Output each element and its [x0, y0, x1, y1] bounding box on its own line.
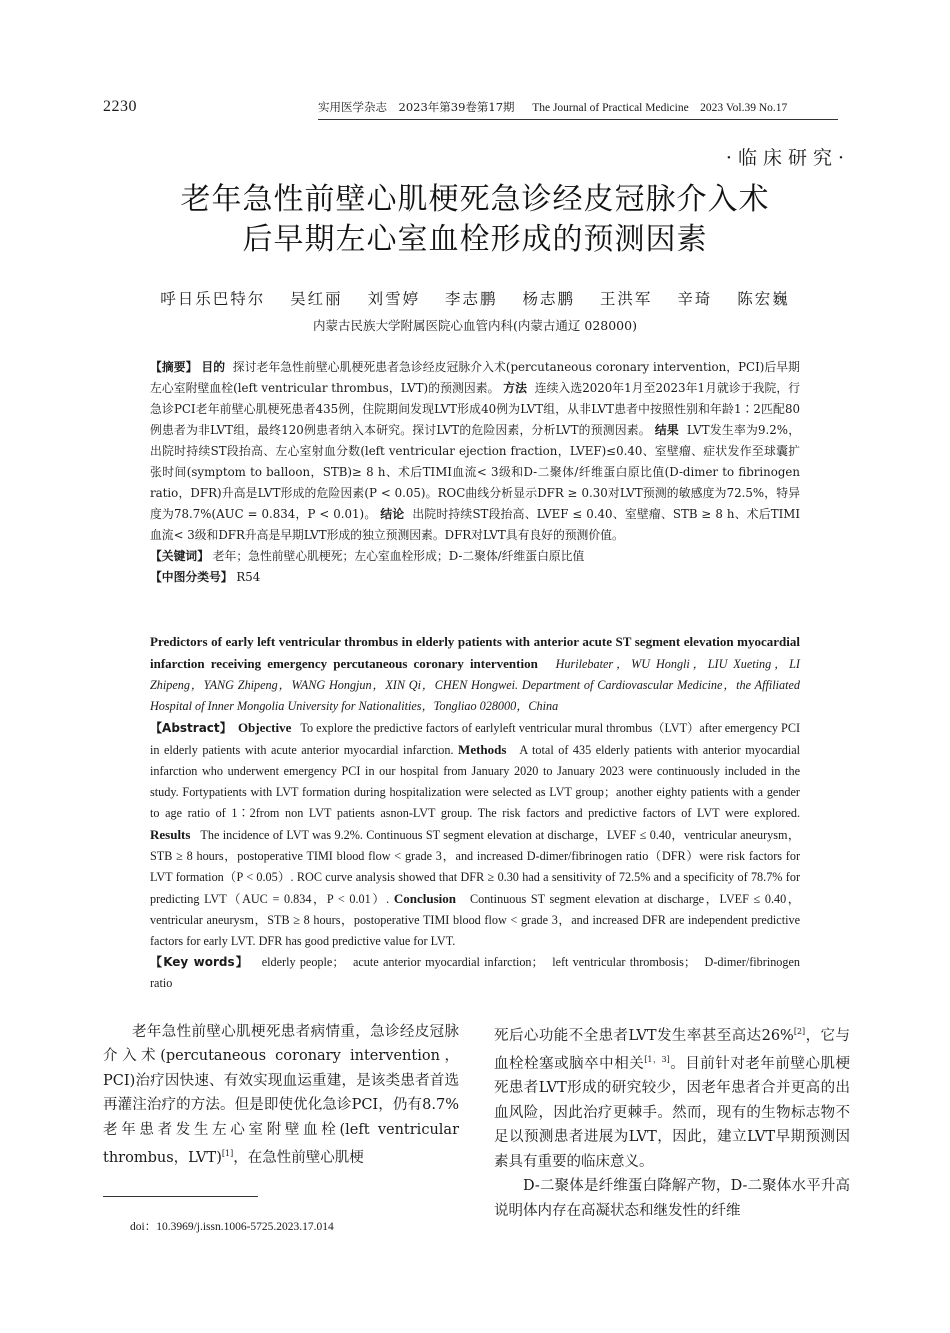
- citation-ref: [1]: [221, 1149, 234, 1159]
- body-text: 死后心功能不全患者LVT发生率甚至高达26%: [494, 1027, 794, 1044]
- cn-results-label: 结果: [654, 423, 679, 437]
- title-line-1: 老年急性前壁心肌梗死急诊经皮冠脉介入术: [180, 182, 770, 217]
- body-text: 老年急性前壁心肌梗死患者病情重，急诊经皮冠脉介入术(percutaneous coronary intervention，PCI)治疗因快速、有效实现血运重建，是该类患者首选再灌注治疗的方法。但是即使优化急诊PCI，仍有8.7%老年患者发生左心室附壁血栓(left ventricular thrombus，LVT): [103, 1024, 459, 1166]
- citation-ref: [2]: [793, 1027, 806, 1036]
- cn-keywords: [150, 546, 800, 567]
- en-objective-text: To explore the predictive factors of earlyleft ventricular mural thrombus（LVT）after emergency PCI in elderly patients with acute anterior myocardial infarction.: [150, 721, 801, 757]
- body-column-left: [103, 1020, 459, 1170]
- cn-results-text: LVT发生率为9.2%，出院时持续ST段抬高、左心室射血分数(left ventricular ejection fraction，LVEF)≤0.40、室壁瘤、症状发作至球囊扩张时间(symptom to balloon，STB)≥ 8 h、术后TIMI血流< 3级和D-二聚体/纤维蛋白原比值(D-dimer to fibrinogen ratio，DFR)升高是LVT形成的危险因素(P < 0.05)。ROC曲线分析显示DFR ≥ 0.30对LVT预测的敏感度为72.5%，特异度为78.7%(AUC = 0.834，P < 0.01)。: [150, 423, 801, 521]
- en-authors: Hurilebater，WU Hongli，LIU Xueting，LI Zhipeng，YANG Zhipeng，WANG Hongjun，XIN Qi，CHEN Hongwei. Department of Cardiovascular Medicine，the Affiliated Hospital of Inner Mongolia University for Nationalities，Tongliao 028000，China: [150, 657, 800, 713]
- doi-footnote: doi：10.3969/j.issn.1006-5725.2023.17.014: [130, 1221, 334, 1233]
- body-column-right: [494, 1020, 850, 1223]
- en-conclusion-label: Conclusion: [393, 891, 456, 906]
- article-title: [0, 180, 950, 260]
- en-abstract-label: 【Abstract】: [150, 721, 232, 735]
- affiliation: 内蒙古民族大学附属医院心血管内科(内蒙古通辽 028000): [313, 318, 637, 333]
- title-line-2: 后早期左心室血栓形成的预测因素: [242, 222, 708, 257]
- en-keywords-text: elderly people； acute anterior myocardial infarction； left ventricular thrombosis； D-dimer/fibrinogen ratio: [150, 955, 800, 990]
- en-methods-label: Methods: [458, 742, 507, 757]
- en-keywords: [150, 952, 800, 994]
- cn-methods-text: 连续入选2020年1月至2023年1月就诊于我院，行急诊PCI老年前壁心肌梗死患者435例，住院期间发现LVT形成40例为LVT组，从非LVT患者中按照性别和年龄1∶2匹配80例患者为非LVT组，最终120例患者纳入本研究。探讨LVT的危险因素，分析LVT的预测因素。: [150, 381, 800, 437]
- cn-abstract-label: 【摘要】: [150, 360, 198, 374]
- en-article-title: Predictors of early left ventricular thrombus in elderly patients with anterior acute ST segment elevation myocardial infarction receiving emergency percutaneous coronary intervention: [150, 634, 800, 671]
- journal-name-cn: 实用医学杂志 2023年第39卷第17期: [318, 100, 515, 114]
- journal-name-en: The Journal of Practical Medicine 2023 Vol.39 No.17: [532, 102, 788, 114]
- body-paragraph: D-二聚体是纤维蛋白降解产物，D-二聚体水平升高说明体内存在高凝状态和继发性的纤维: [494, 1178, 850, 1219]
- cn-keywords-text: 老年；急性前壁心肌梗死；左心室血栓形成；D-二聚体/纤维蛋白原比值: [212, 549, 585, 563]
- citation-ref: [1，3]: [644, 1055, 670, 1065]
- body-text: ，它与血栓栓塞或脑卒中相关: [494, 1027, 851, 1073]
- section-tag: ·临床研究·: [725, 147, 850, 169]
- en-conclusion-text: Continuous ST segment elevation at discharge，LVEF ≤ 0.40，ventricular aneurysm，STB ≥ 8 hours，postoperative TIMI blood flow < grade 3，and increased DFR are independent predictive factors for early LVT. DFR has good predictive value for LVT.: [150, 892, 800, 948]
- cn-objective-text: 探讨老年急性前壁心肌梗死患者急诊经皮冠脉介入术(percutaneous coronary intervention，PCI)后早期左心室附壁血栓(left ventricular thrombus，LVT)的预测因素。: [150, 360, 800, 395]
- body-text: 。目前针对老年前壁心肌梗死患者LVT形成的研究较少，因老年患者合并更高的出血风险，因此治疗更棘手。然而，现有的生物标志物不足以预测患者进展为LVT，因此，建立LVT早期预测因素具有重要的临床意义。: [494, 1056, 851, 1170]
- cn-keywords-label: 【关键词】: [150, 549, 209, 563]
- cn-conclusion-text: 出院时持续ST段抬高、LVEF ≤ 0.40、室壁瘤、STB ≥ 8 h、术后TIMI血流< 3级和DFR升高是早期LVT形成的独立预测因素。DFR对LVT具有良好的预测价值。: [150, 507, 800, 542]
- cn-abstract-body: [150, 357, 800, 546]
- en-title-authors: [150, 631, 800, 717]
- body-text: ，在急性前壁心肌梗: [233, 1149, 364, 1166]
- cn-objective-label: 目的: [201, 360, 226, 374]
- en-results-label: Results: [150, 827, 191, 842]
- en-keywords-label: 【Key words】: [150, 955, 249, 969]
- cn-methods-label: 方法: [503, 381, 528, 395]
- footnote-divider: [103, 1196, 258, 1197]
- cn-clc-text: R54: [236, 570, 261, 584]
- body-paragraph: [494, 1020, 850, 1174]
- page-number: 2230: [103, 98, 137, 115]
- en-objective-label: Objective: [237, 720, 292, 735]
- chinese-abstract: [150, 357, 800, 588]
- en-methods-text: A total of 435 elderly patients with anterior myocardial infarction who underwent emergency PCI in our hospital from January 2020 to January 2023 were continuously included in the study. Fortypatients with LVT formation during hospitalization were selected as LVT group；another eighty patients with a gender to age ratio of 1∶2from non LVT patients asnon-LVT group. The risk factors and predictive factors of LVT were explored.: [150, 743, 801, 820]
- en-abstract-body: [150, 717, 800, 952]
- body-paragraph: [103, 1020, 459, 1170]
- en-results-text: The incidence of LVT was 9.2%. Continuous ST segment elevation at discharge，LVEF ≤ 0.40，ventricular aneurysm，STB ≥ 8 hours，postoperative TIMI blood flow < grade 3，and increased D-dimer/fibrinogen ratio（DFR）were risk factors for LVT formation（P < 0.05）. ROC curve analysis showed that DFR ≥ 0.30 had a sensitivity of 72.5% and a specificity of 78.7% for predicting LVT（AUC = 0.834，P < 0.01）.: [150, 828, 801, 906]
- cn-clc-label: 【中图分类号】: [150, 570, 233, 584]
- running-header: [318, 99, 838, 120]
- cn-clc: [150, 567, 800, 588]
- author-list: 呼日乐巴特尔 吴红丽 刘雪婷 李志鹏 杨志鹏 王洪军 辛琦 陈宏巍: [160, 290, 790, 308]
- cn-conclusion-label: 结论: [380, 507, 405, 521]
- english-abstract: [150, 631, 800, 994]
